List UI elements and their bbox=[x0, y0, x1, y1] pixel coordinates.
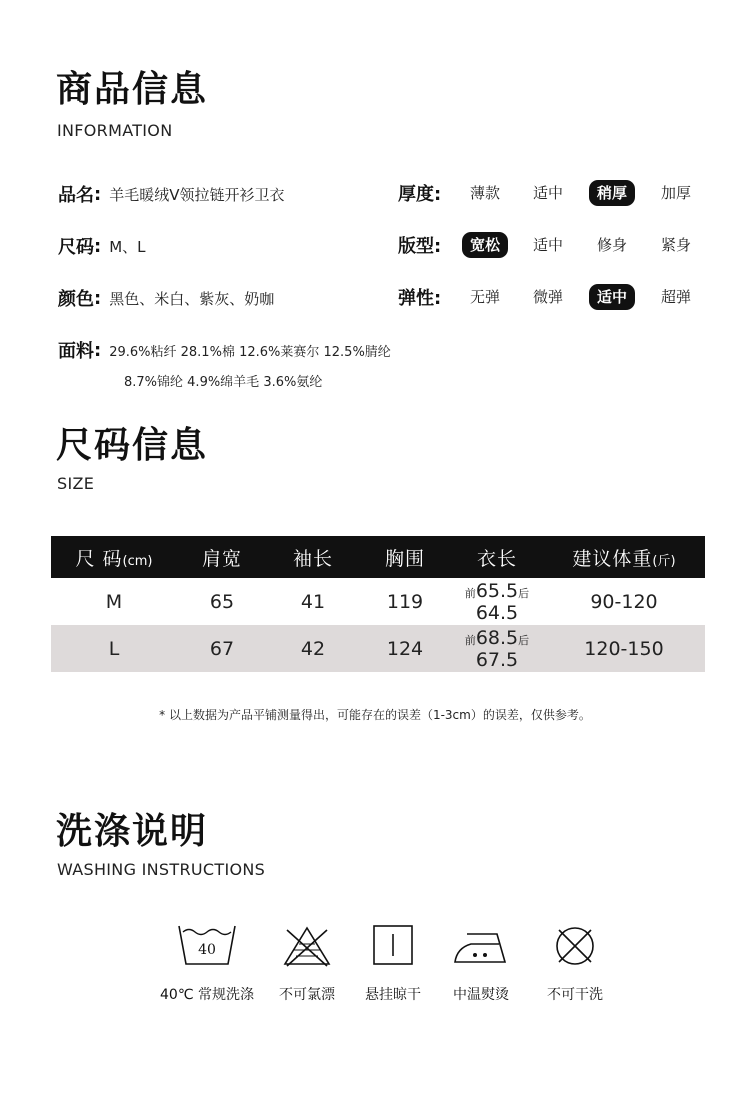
cell-shoulder: 65 bbox=[209, 590, 235, 613]
product-info-subtitle: INFORMATION bbox=[57, 121, 173, 140]
cell-chest: 119 bbox=[386, 590, 424, 613]
cell-chest: 124 bbox=[359, 625, 451, 672]
product-name-value: 羊毛暖绒V领拉链开衫卫衣 bbox=[109, 185, 285, 204]
washing-title: 洗涤说明 bbox=[56, 811, 209, 852]
wash-40-icon bbox=[177, 920, 237, 970]
table-row bbox=[51, 625, 705, 672]
product-fabric-value-line2: 8.7%锦纶 4.9%绵羊毛 3.6%氨纶 bbox=[124, 375, 323, 390]
wash-label-hang-dry: 悬挂晾干 bbox=[365, 987, 421, 1003]
size-table-header bbox=[51, 536, 705, 578]
size-table bbox=[51, 536, 705, 672]
fit-option-loose: 宽松 bbox=[462, 232, 508, 258]
cell-size: L bbox=[51, 625, 177, 672]
product-fabric-value-line1: 29.6%粘纤 28.1%棉 12.6%莱赛尔 12.5%腈纶 bbox=[109, 344, 391, 360]
thickness-option-slightly-thick: 稍厚 bbox=[589, 180, 635, 206]
elasticity-option-high: 超弹 bbox=[661, 288, 692, 306]
product-fabric-colon: : bbox=[94, 339, 102, 361]
elasticity-option-none: 无弹 bbox=[470, 288, 501, 306]
wash-label-iron: 中温熨烫 bbox=[453, 987, 509, 1003]
product-info-title: 商品信息 bbox=[56, 69, 209, 110]
fit-option-tight: 紧身 bbox=[661, 236, 692, 254]
product-name-key: 品名 bbox=[58, 185, 94, 206]
product-name-row bbox=[58, 181, 284, 207]
wash-item-no-dry-clean bbox=[515, 920, 635, 1004]
elasticity-option-slight: 微弹 bbox=[533, 288, 564, 306]
size-info-subtitle: SIZE bbox=[57, 474, 95, 493]
product-size-key: 尺码 bbox=[58, 237, 94, 258]
cell-weight: 120-150 bbox=[543, 625, 705, 672]
header-chest: 胸围 bbox=[359, 536, 451, 578]
fit-row bbox=[398, 232, 692, 258]
cell-sleeve: 42 bbox=[267, 625, 359, 672]
cell-sleeve: 41 bbox=[300, 590, 326, 613]
cell-size: M bbox=[105, 590, 123, 613]
table-row bbox=[51, 578, 705, 625]
product-size-row bbox=[58, 233, 146, 259]
fit-option-regular: 适中 bbox=[533, 236, 564, 254]
cell-length: 前65.5后64.5 bbox=[464, 579, 530, 624]
size-table-note: * 以上数据为产品平铺测量得出，可能存在的误差（1-3cm）的误差，仅供参考。 bbox=[159, 708, 591, 722]
iron-medium-icon bbox=[451, 920, 511, 970]
elasticity-option-medium: 适中 bbox=[589, 284, 635, 310]
no-bleach-icon bbox=[277, 920, 337, 970]
thickness-option-thin: 薄款 bbox=[470, 184, 501, 202]
thickness-key: 厚度: bbox=[398, 184, 442, 205]
product-color-value: 黑色、米白、紫灰、奶咖 bbox=[109, 289, 275, 308]
product-name-colon: : bbox=[94, 183, 102, 205]
product-fabric-key: 面料 bbox=[58, 341, 94, 362]
product-color-key: 颜色 bbox=[58, 289, 94, 310]
wash-label-40: 40℃ 常规洗涤 bbox=[160, 987, 254, 1003]
product-color-colon: : bbox=[94, 287, 102, 309]
size-info-title: 尺码信息 bbox=[56, 425, 209, 466]
header-length: 衣长 bbox=[451, 536, 543, 578]
hang-dry-icon bbox=[363, 920, 423, 970]
svg-text:40: 40 bbox=[198, 942, 216, 958]
thickness-row bbox=[398, 180, 692, 206]
elasticity-key: 弹性: bbox=[398, 288, 442, 309]
wash-label-no-bleach: 不可氯漂 bbox=[279, 987, 335, 1003]
cell-shoulder: 67 bbox=[177, 625, 267, 672]
header-weight: 建议体重(斤) bbox=[543, 536, 705, 578]
header-shoulder: 肩宽 bbox=[177, 536, 267, 578]
product-fabric-row bbox=[58, 337, 391, 363]
washing-subtitle: WASHING INSTRUCTIONS bbox=[57, 860, 266, 879]
product-size-value: M、L bbox=[109, 237, 146, 256]
fit-key: 版型: bbox=[398, 236, 442, 257]
cell-length: 前68.5后67.5 bbox=[451, 625, 543, 672]
header-size: 尺 码(cm) bbox=[51, 536, 177, 578]
header-sleeve: 袖长 bbox=[267, 536, 359, 578]
thickness-option-thick: 加厚 bbox=[661, 184, 692, 202]
elasticity-row bbox=[398, 284, 692, 310]
cell-weight: 90-120 bbox=[590, 590, 658, 613]
thickness-option-medium: 适中 bbox=[533, 184, 564, 202]
wash-label-no-dry-clean: 不可干洗 bbox=[547, 987, 603, 1003]
product-color-row bbox=[58, 285, 274, 311]
fit-option-slim: 修身 bbox=[597, 236, 628, 254]
product-size-colon: : bbox=[94, 235, 102, 257]
no-dry-clean-icon bbox=[545, 920, 605, 970]
